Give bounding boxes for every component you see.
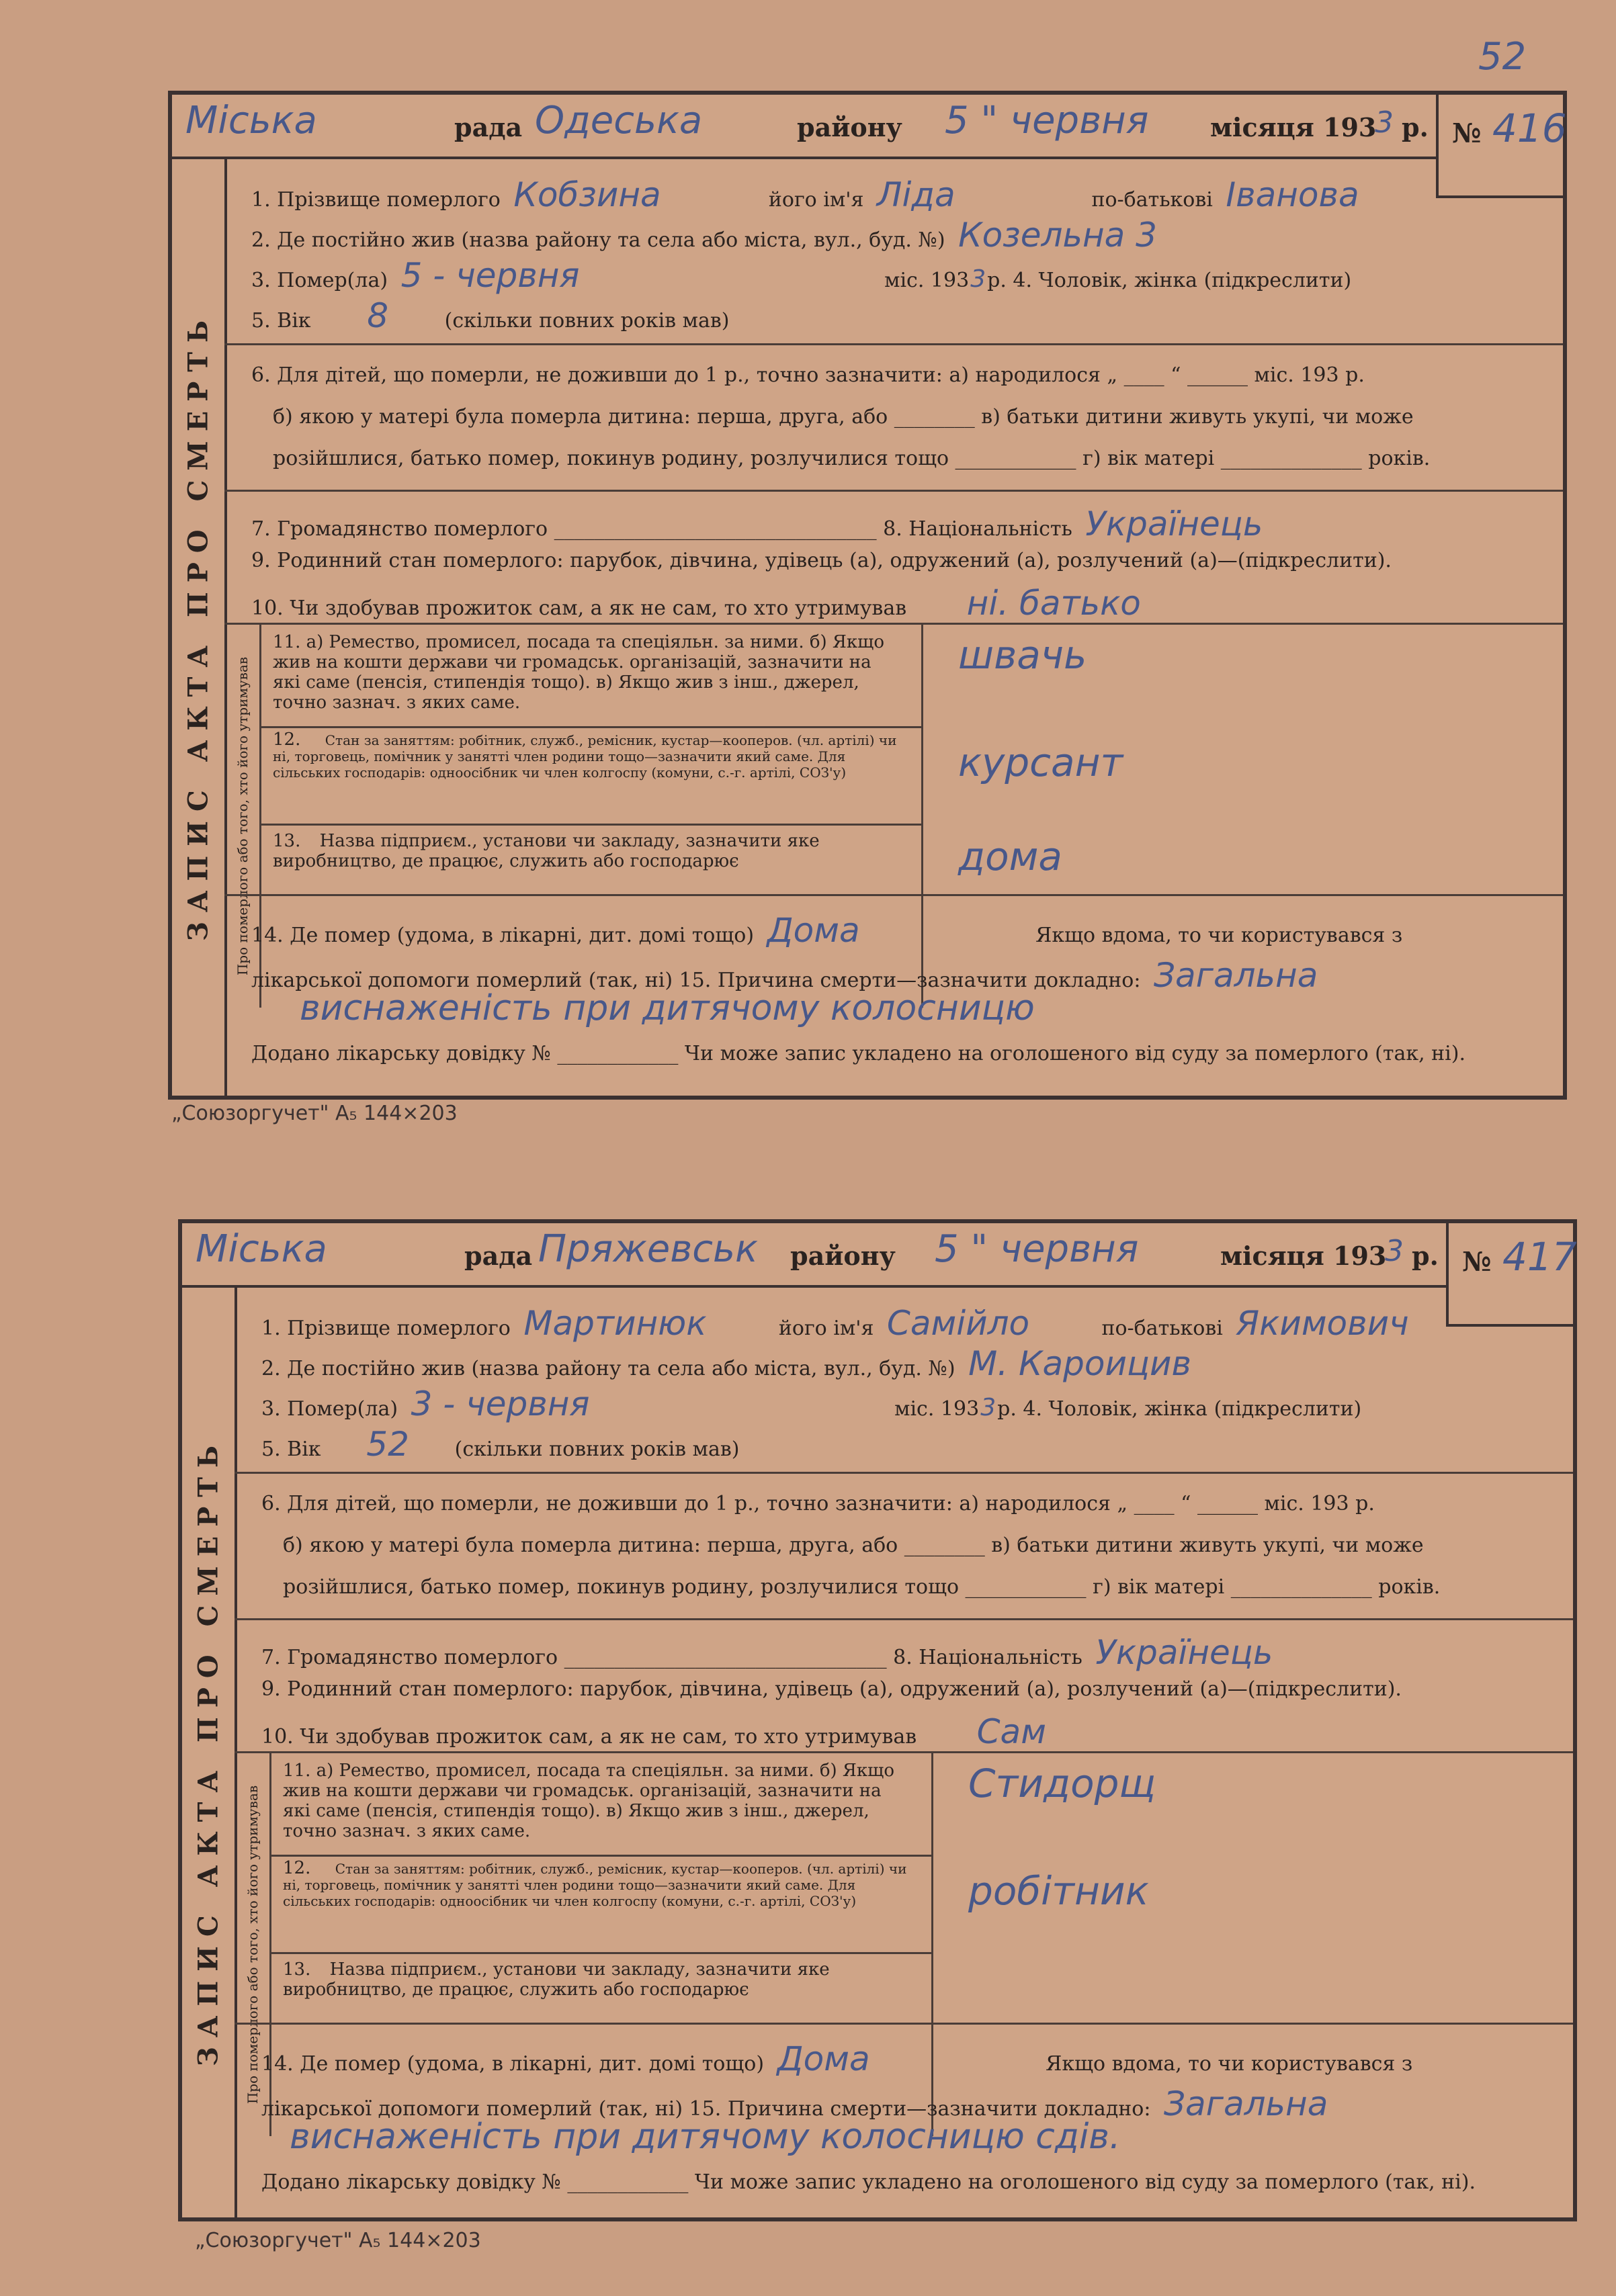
cause-value-1: Загальна xyxy=(1163,2084,1328,2123)
cause-label: лікарської допомоги померлий (так, ні) 15. Причина смерти—зазначити докладно: xyxy=(251,969,1141,992)
occupation-value: швачь xyxy=(958,632,1087,678)
line-9 xyxy=(251,549,1392,572)
line-1 xyxy=(261,1304,1416,1343)
cause-value-2: виснаженість при дитячому колосницю сдів. xyxy=(290,2117,1121,2157)
surname-value: Кобзина xyxy=(513,175,661,214)
mother-age-label: розійшлися, батько помер, покинув родину, розлучилися тощо ____________ г) вік матері ______________ років. xyxy=(273,447,1431,470)
cause-value-2: виснаженість при дитячому колосницю xyxy=(300,988,1035,1028)
line-9 xyxy=(261,1677,1402,1701)
sub-side-title xyxy=(236,1753,271,2136)
line-14 xyxy=(261,2039,1412,2078)
occupation-value: Стидорщ xyxy=(968,1761,1156,1806)
age-note: (скільки повних років мав) xyxy=(454,1438,740,1461)
sub-side-title xyxy=(226,625,261,1008)
district-handwritten: Одеська xyxy=(535,99,703,142)
marital-status-label: 9. Родинний стан померлого: парубок, дівчина, удівець (а), одружений (а), розлучений (а)—(підкреслити). xyxy=(251,549,1392,572)
form-header xyxy=(172,95,1563,159)
q12-cell xyxy=(283,1860,908,1909)
address-label: 2. Де постійно жив (назва району та села або міста, вул., буд. №) xyxy=(261,1357,955,1380)
district-handwritten: Пряжевськ xyxy=(538,1227,758,1271)
line-5 xyxy=(251,296,729,335)
cell-divider xyxy=(259,726,923,728)
line-6a xyxy=(251,363,1365,387)
line-3 xyxy=(251,256,1351,295)
cause-label: лікарської допомоги померлий (так, ні) 15. Причина смерти—зазначити докладно: xyxy=(261,2097,1151,2121)
death-record-form-1 xyxy=(168,91,1567,1100)
child-born-label: 6. Для дітей, що померли, не доживши до 1 р., точно зазначити: а) народилося „ ____ “ ______ міс. 193 р. xyxy=(261,1492,1375,1515)
age-value: 52 xyxy=(366,1425,409,1464)
nationality-value: Українець xyxy=(1085,504,1263,543)
surname-label: 1. Прізвище померлого xyxy=(261,1317,511,1340)
record-number-box xyxy=(1446,1223,1577,1327)
patronymic-label: по-батькові xyxy=(1091,188,1213,212)
line-7 xyxy=(261,1633,1279,1672)
death-date-label: 3. Помер(ла) xyxy=(251,269,388,292)
q13-text: Назва підприєм., установи чи закладу, зазначити яке виробництво, де працює, служить або господарює xyxy=(283,1959,830,2000)
district-label: району xyxy=(790,1241,896,1271)
patronymic-value: Якимович xyxy=(1236,1304,1409,1343)
name-label: його ім'я xyxy=(778,1317,874,1340)
cell-divider xyxy=(259,824,923,826)
separator xyxy=(224,490,1563,492)
surname-value: Мартинюк xyxy=(523,1304,707,1343)
line-6c xyxy=(273,447,1430,470)
certificate-label: Додано лікарську довідку № ____________ Чи може запис укладено на оголошеного від суду за померлого (так, ні). xyxy=(261,2170,1476,2194)
age-value: 8 xyxy=(367,296,389,335)
death-year-value: 3 xyxy=(970,265,986,293)
death-place-label: 14. Де помер (удома, в лікарні, дит. домі тощо) xyxy=(261,2052,765,2076)
separator xyxy=(224,894,1563,896)
q13-number: 13. xyxy=(283,1959,311,1980)
q13-text: Назва підприєм., установи чи закладу, зазначити яке виробництво, де працює, служить або господарює xyxy=(273,831,820,871)
q12-cell xyxy=(273,732,898,781)
child-order-label: б) якою у матері була померла дитина: перша, друга, або ________ в) батьки дитини живуть укупі, чи може xyxy=(273,405,1414,429)
month-label: місяця 193 xyxy=(1220,1241,1387,1271)
separator xyxy=(224,623,1563,625)
age-note: (скільки повних років мав) xyxy=(444,309,730,333)
address-label: 2. Де постійно жив (назва району та села або міста, вул., буд. №) xyxy=(251,228,945,252)
print-stamp: „Союзоргучет" А₅ 144×203 xyxy=(171,1102,458,1125)
address-value: Козельна 3 xyxy=(958,216,1157,255)
death-place-value: Дома xyxy=(767,911,860,950)
nationality-value: Українець xyxy=(1095,1633,1273,1672)
q12-number: 12. xyxy=(283,1858,311,1878)
line-5 xyxy=(261,1425,739,1464)
marital-status-label: 9. Родинний стан померлого: парубок, дівчина, удівець (а), одружений (а), розлучений (а)—(підкреслити). xyxy=(261,1677,1402,1701)
line-16 xyxy=(251,1042,1465,1065)
separator xyxy=(235,1751,1573,1753)
separator xyxy=(235,1618,1573,1620)
line-2 xyxy=(261,1344,1198,1383)
q13-cell xyxy=(273,831,898,871)
side-title xyxy=(172,157,227,1096)
mother-age-label: розійшлися, батько помер, покинув родину, розлучилися тощо ____________ г) вік матері ______________ років. xyxy=(283,1575,1441,1599)
death-date-value: 5 - червня xyxy=(400,256,580,295)
sub-side-text: Про померлого або того, хто його утримував xyxy=(245,1785,261,2105)
age-label: 5. Вік xyxy=(251,309,311,333)
death-date-value: 3 - червня xyxy=(411,1384,590,1423)
record-number: 416 xyxy=(1492,105,1567,151)
year-handwritten: 3 xyxy=(1375,105,1394,140)
citizenship-label: 7. Громадянство померлого ________________________________ 8. Національність xyxy=(251,517,1072,541)
support-label: 10. Чи здобував прожиток сам, а як не сам, то хто утримував xyxy=(261,1725,917,1749)
gender-label: р. 4. Чоловік, жінка (підкреслити) xyxy=(997,1397,1362,1421)
record-number: 417 xyxy=(1502,1234,1577,1280)
separator xyxy=(235,1472,1573,1474)
cell-divider xyxy=(269,1952,933,1954)
supporter-value: ні. батько xyxy=(966,584,1141,623)
status-value: робітник xyxy=(968,1868,1149,1914)
year-suffix: р. xyxy=(1402,112,1429,142)
death-month-label: міс. 193 xyxy=(894,1397,980,1421)
q12-number: 12. xyxy=(273,730,301,750)
q12-text: Стан за заняттям: робітник, служб., ремісник, кустар—кооперов. (чл. артілі) чи ні, торговець, помічник у занятті член родини тощо—зазначити який саме. Для сільських господарів: одноосібник чи член колгоспу (комуни, с.-г. артілі, СОЗ'у) xyxy=(283,1861,907,1909)
rada-label: рада xyxy=(464,1241,533,1271)
supporter-value: Сам xyxy=(976,1712,1046,1751)
q13-cell xyxy=(283,1959,908,2000)
number-label: № xyxy=(1462,1246,1492,1278)
death-date-label: 3. Помер(ла) xyxy=(261,1397,398,1421)
district-label: району xyxy=(797,112,902,142)
separator xyxy=(224,343,1563,345)
sub-side-text: Про померлого або того, хто його утримував xyxy=(235,656,251,976)
death-month-label: міс. 193 xyxy=(884,269,970,292)
q11-cell xyxy=(283,1761,908,1841)
rada-handwritten: Міська xyxy=(196,1227,327,1271)
home-medical-label: Якщо вдома, то чи користувався з xyxy=(1035,924,1403,947)
support-label: 10. Чи здобував прожиток сам, а як не сам, то хто утримував xyxy=(251,597,907,620)
patronymic-value: Іванова xyxy=(1226,175,1359,214)
form-header xyxy=(182,1223,1573,1288)
rada-handwritten: Міська xyxy=(185,99,317,142)
cause-value-1: Загальна xyxy=(1153,956,1318,995)
line-14 xyxy=(251,911,1402,950)
name-label: його ім'я xyxy=(768,188,864,212)
column-divider xyxy=(931,1751,933,2136)
workplace-value: дома xyxy=(958,834,1062,879)
patronymic-label: по-батькові xyxy=(1101,1317,1223,1340)
rada-label: рада xyxy=(454,112,523,142)
surname-label: 1. Прізвище померлого xyxy=(251,188,501,212)
q11-cell xyxy=(273,632,898,713)
death-place-label: 14. Де помер (удома, в лікарні, дит. домі тощо) xyxy=(251,924,755,947)
certificate-label: Додано лікарську довідку № ____________ Чи може запис укладено на оголошеного від суду за померлого (так, ні). xyxy=(251,1042,1466,1065)
line-6b xyxy=(273,405,1414,429)
side-title-text: ЗАПИС АКТА ПРО СМЕРТЬ xyxy=(192,1436,224,2067)
line-2 xyxy=(251,216,1164,255)
record-number-box xyxy=(1436,95,1567,198)
year-handwritten: 3 xyxy=(1385,1234,1404,1268)
print-stamp: „Союзоргучет" А₅ 144×203 xyxy=(195,2229,481,2252)
line-6a xyxy=(261,1492,1375,1515)
death-record-form-2 xyxy=(178,1219,1577,2221)
death-place-value: Дома xyxy=(777,2039,870,2078)
date-handwritten: 5 " червня xyxy=(935,1227,1139,1271)
side-title-text: ЗАПИС АКТА ПРО СМЕРТЬ xyxy=(182,310,214,942)
line-1 xyxy=(251,175,1366,214)
child-order-label: б) якою у матері була померла дитина: перша, друга, або ________ в) батьки дитини живуть укупі, чи може xyxy=(283,1534,1424,1557)
month-label: місяця 193 xyxy=(1210,112,1377,142)
line-7 xyxy=(251,504,1269,543)
q11-text: 11. а) Ремество, промисел, посада та спеціяльн. за ними. б) Якщо жив на кошти держави чи громадськ. організацій, зазначити на які саме (пенсія, стипендія тощо). в) Якщо жив з інш., джерел, точно зазнач. з яких саме. xyxy=(283,1761,894,1841)
year-suffix: р. xyxy=(1412,1241,1439,1271)
q12-text: Стан за заняттям: робітник, служб., ремісник, кустар—кооперов. (чл. артілі) чи ні, торговець, помічник у занятті член родини тощо—зазначити який саме. Для сільських господарів: одноосібник чи член колгоспу (комуни, с.-г. артілі, СОЗ'у) xyxy=(273,732,897,781)
child-born-label: 6. Для дітей, що померли, не доживши до 1 р., точно зазначити: а) народилося „ ____ “ ______ міс. 193 р. xyxy=(251,363,1365,387)
q13-number: 13. xyxy=(273,831,301,851)
line-10 xyxy=(261,1712,1053,1751)
home-medical-label: Якщо вдома, то чи користувався з xyxy=(1046,2052,1413,2076)
line-10 xyxy=(251,584,1148,623)
q11-text: 11. а) Ремество, промисел, посада та спеціяльн. за ними. б) Якщо жив на кошти держави чи громадськ. організацій, зазначити на які саме (пенсія, стипендія тощо). в) Якщо жив з інш., джерел, точно зазнач. з яких саме. xyxy=(273,632,884,713)
death-year-value: 3 xyxy=(980,1394,996,1421)
side-title xyxy=(182,1285,237,2217)
line-6b xyxy=(283,1534,1424,1557)
address-value: М. Кароицив xyxy=(968,1344,1191,1383)
line-16 xyxy=(261,2170,1476,2194)
column-divider xyxy=(921,623,923,1008)
line-3 xyxy=(261,1384,1361,1423)
status-value: курсант xyxy=(958,740,1123,785)
age-label: 5. Вік xyxy=(261,1438,321,1461)
page-number: 52 xyxy=(1478,35,1527,79)
gender-label: р. 4. Чоловік, жінка (підкреслити) xyxy=(987,269,1352,292)
name-value: Самійло xyxy=(886,1304,1030,1343)
cell-divider xyxy=(269,1855,933,1857)
name-value: Ліда xyxy=(876,175,955,214)
date-handwritten: 5 " червня xyxy=(945,99,1149,142)
line-6c xyxy=(283,1575,1440,1599)
citizenship-label: 7. Громадянство померлого ________________________________ 8. Національність xyxy=(261,1646,1082,1669)
number-label: № xyxy=(1452,118,1482,149)
separator xyxy=(235,2023,1573,2025)
